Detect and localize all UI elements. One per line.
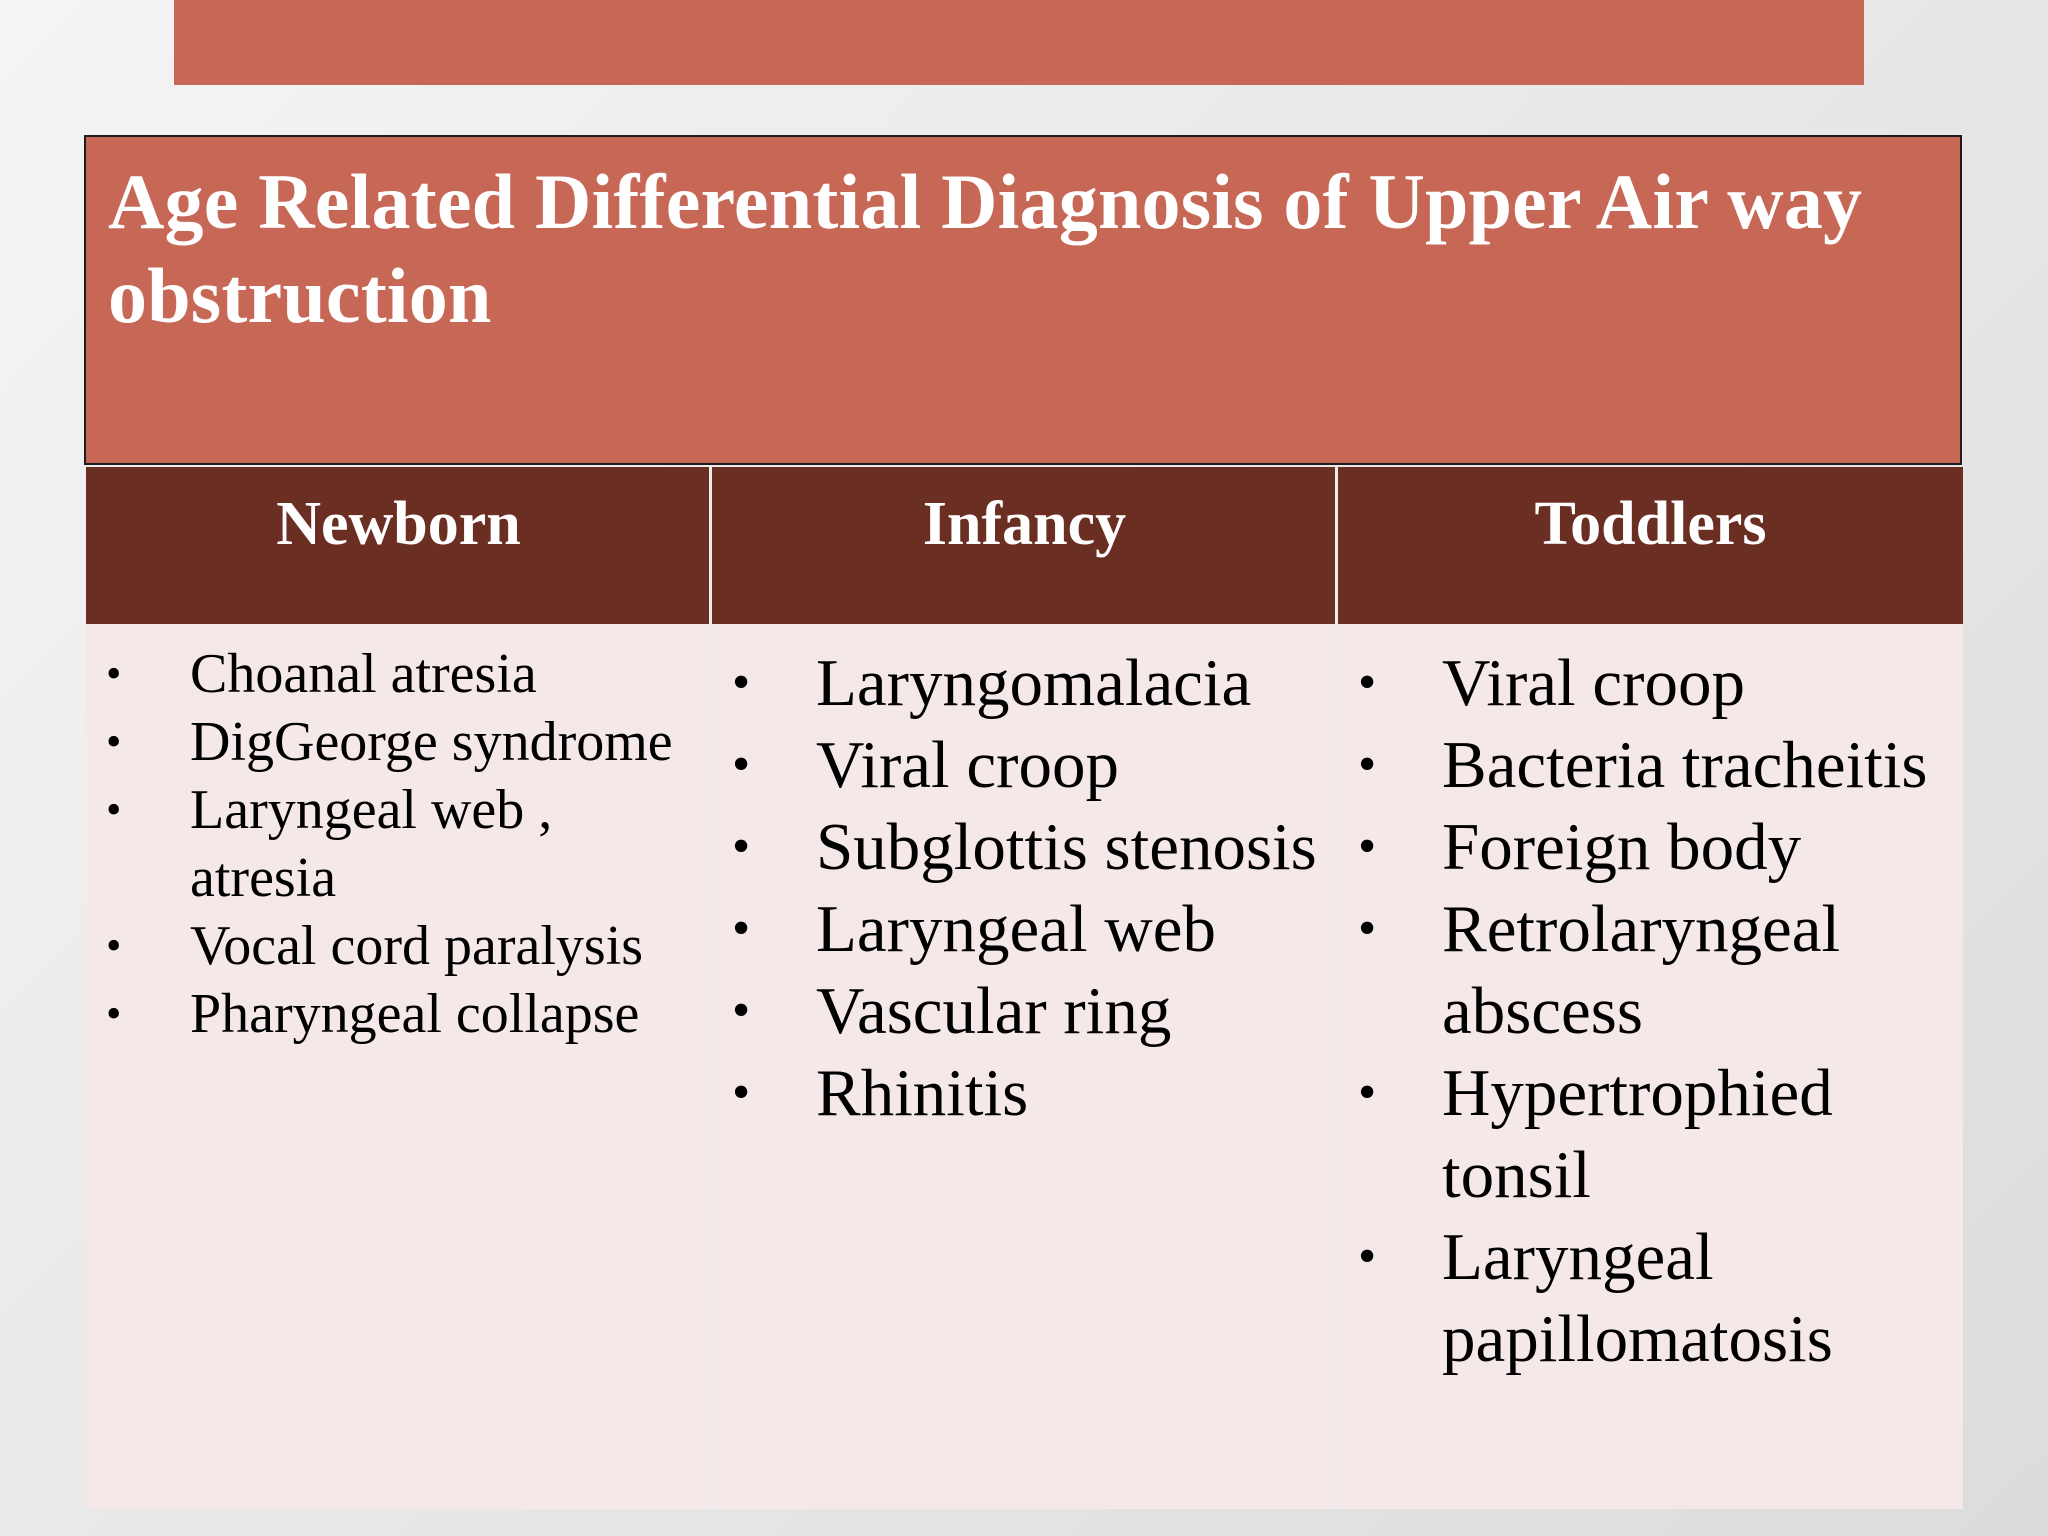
list-item — [106, 640, 711, 708]
list-item-text: Bacteria tracheitis — [1442, 728, 1928, 802]
bullet-icon: • — [732, 736, 751, 793]
list-item — [106, 912, 711, 980]
column-newborn — [86, 467, 711, 1509]
list-item — [1358, 1052, 1963, 1216]
list-item — [1358, 888, 1963, 1052]
list-item — [106, 776, 711, 912]
bullet-icon: • — [106, 921, 122, 970]
list-item — [732, 1052, 1337, 1134]
list-item — [732, 724, 1337, 806]
list-item-text: Vascular ring — [816, 974, 1172, 1048]
list-item — [1358, 724, 1963, 806]
list-item-text: Vocal cord paralysis — [190, 915, 644, 977]
column-body-newborn — [86, 624, 711, 1509]
top-accent-bar — [174, 0, 1864, 85]
bullet-icon: • — [106, 649, 122, 698]
list-item-text: Subglottis stenosis — [816, 810, 1317, 884]
list-item-text: Foreign body — [1442, 810, 1802, 884]
list-item — [732, 970, 1337, 1052]
list-item-text: Viral croop — [1442, 646, 1745, 720]
list-item-text: Laryngeal papillomatosis — [1442, 1220, 1833, 1376]
column-body-toddlers — [1338, 624, 1963, 1509]
column-divider — [709, 467, 712, 1509]
bullet-icon: • — [1358, 900, 1377, 957]
column-infancy — [712, 467, 1337, 1509]
list-item — [732, 642, 1337, 724]
list-item — [1358, 1216, 1963, 1380]
column-toddlers — [1338, 467, 1963, 1509]
bullet-icon: • — [1358, 1064, 1377, 1121]
list-item-text: DigGeorge syndrome — [190, 711, 673, 773]
bullet-icon: • — [732, 982, 751, 1039]
column-divider — [1335, 467, 1338, 1509]
list-item-text: Pharyngeal collapse — [190, 983, 640, 1045]
bullet-icon: • — [106, 989, 122, 1038]
bullet-icon: • — [1358, 736, 1377, 793]
title-box — [84, 135, 1962, 465]
list-item-text: Hypertrophied tonsil — [1442, 1056, 1833, 1212]
list-item — [732, 888, 1337, 970]
bullet-icon: • — [1358, 1228, 1377, 1285]
list-item-text: Laryngeal web — [816, 892, 1216, 966]
list-item-text: Viral croop — [816, 728, 1119, 802]
list-item-text: Retrolaryngeal abscess — [1442, 892, 1841, 1048]
list-item — [732, 806, 1337, 888]
column-header-toddlers: Toddlers — [1338, 467, 1963, 624]
bullet-icon: • — [732, 818, 751, 875]
bullet-icon: • — [732, 900, 751, 957]
list-item-text: Laryngeal web , atresia — [190, 779, 553, 909]
bullet-icon: • — [1358, 818, 1377, 875]
bullet-icon: • — [106, 717, 122, 766]
bullet-icon: • — [732, 1064, 751, 1121]
list-item-text: Laryngomalacia — [816, 646, 1252, 720]
column-header-infancy: Infancy — [712, 467, 1337, 624]
list-item — [106, 708, 711, 776]
list-item — [106, 980, 711, 1048]
newborn-list — [86, 624, 711, 1048]
list-item — [1358, 642, 1963, 724]
slide-title: Age Related Differential Diagnosis of Upper Air way obstruction — [108, 158, 1863, 339]
list-item-text: Rhinitis — [816, 1056, 1029, 1130]
bullet-icon: • — [1358, 654, 1377, 711]
column-body-infancy — [712, 624, 1337, 1509]
list-item-text: Choanal atresia — [190, 643, 537, 705]
diagnosis-table — [86, 467, 1963, 1509]
infancy-list — [712, 624, 1337, 1134]
bullet-icon: • — [732, 654, 751, 711]
bullet-icon: • — [106, 785, 122, 834]
toddlers-list — [1338, 624, 1963, 1380]
list-item — [1358, 806, 1963, 888]
column-header-newborn: Newborn — [86, 467, 711, 624]
